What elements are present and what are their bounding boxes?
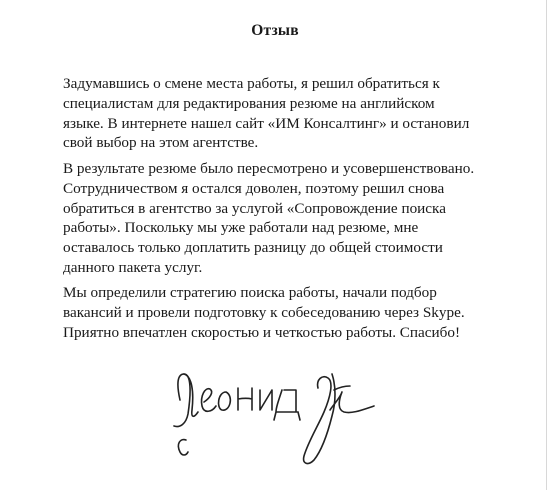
signature-stroke [219,392,231,410]
paragraph-1 [63,74,533,153]
paragraph-line: данного пакета услуг. [63,258,203,276]
signature-stroke [178,440,188,455]
paragraph-line: специалистам для редактирования резюме на английском [63,94,435,112]
signature-stroke [184,374,198,416]
signature-stroke [238,388,252,410]
signature-stroke [330,392,374,413]
paragraph-line: вакансий и провели подготовку к собеседованию через Skype. [63,303,465,321]
handwritten-signature [158,352,388,472]
signature-stroke [260,390,272,410]
signature-stroke [274,390,300,420]
paragraph-line: Сотрудничеством я остался доволен, поэтому решил снова [63,179,445,197]
paragraph-line: В результате резюме было пересмотрено и усовершенствовано. [63,160,475,177]
page-edge-divider [546,0,547,490]
paragraph-2 [63,159,533,278]
signature-stroke [304,374,335,463]
paragraph-line: оставалось только доплатить разницу до общей стоимости [63,239,443,257]
paragraph-line: работы». Поскольку мы уже работали над резюме, мне [63,219,419,237]
signature-stroke [334,386,350,390]
paragraph-line: обратиться в агентство за услугой «Сопровождение поиска [63,199,446,217]
paragraph-line: Задумавшись о смене места работы, я решил обратиться к [63,75,440,92]
letter-title: Отзыв [251,22,299,39]
paragraph-3 [63,283,533,342]
signature-stroke [174,374,190,427]
paragraph-line: языке. В интернете нашел сайт «ИМ Консалтинг» и остановил [63,114,470,132]
signature-stroke [202,389,216,412]
paragraph-line: свой выбор на этом агентстве. [63,134,259,152]
paragraph-line: Мы определили стратегию поиска работы, начали подбор [63,284,437,301]
paragraph-line: Приятно впечатлен скоростью и четкостью работы. Спасибо! [63,323,461,341]
